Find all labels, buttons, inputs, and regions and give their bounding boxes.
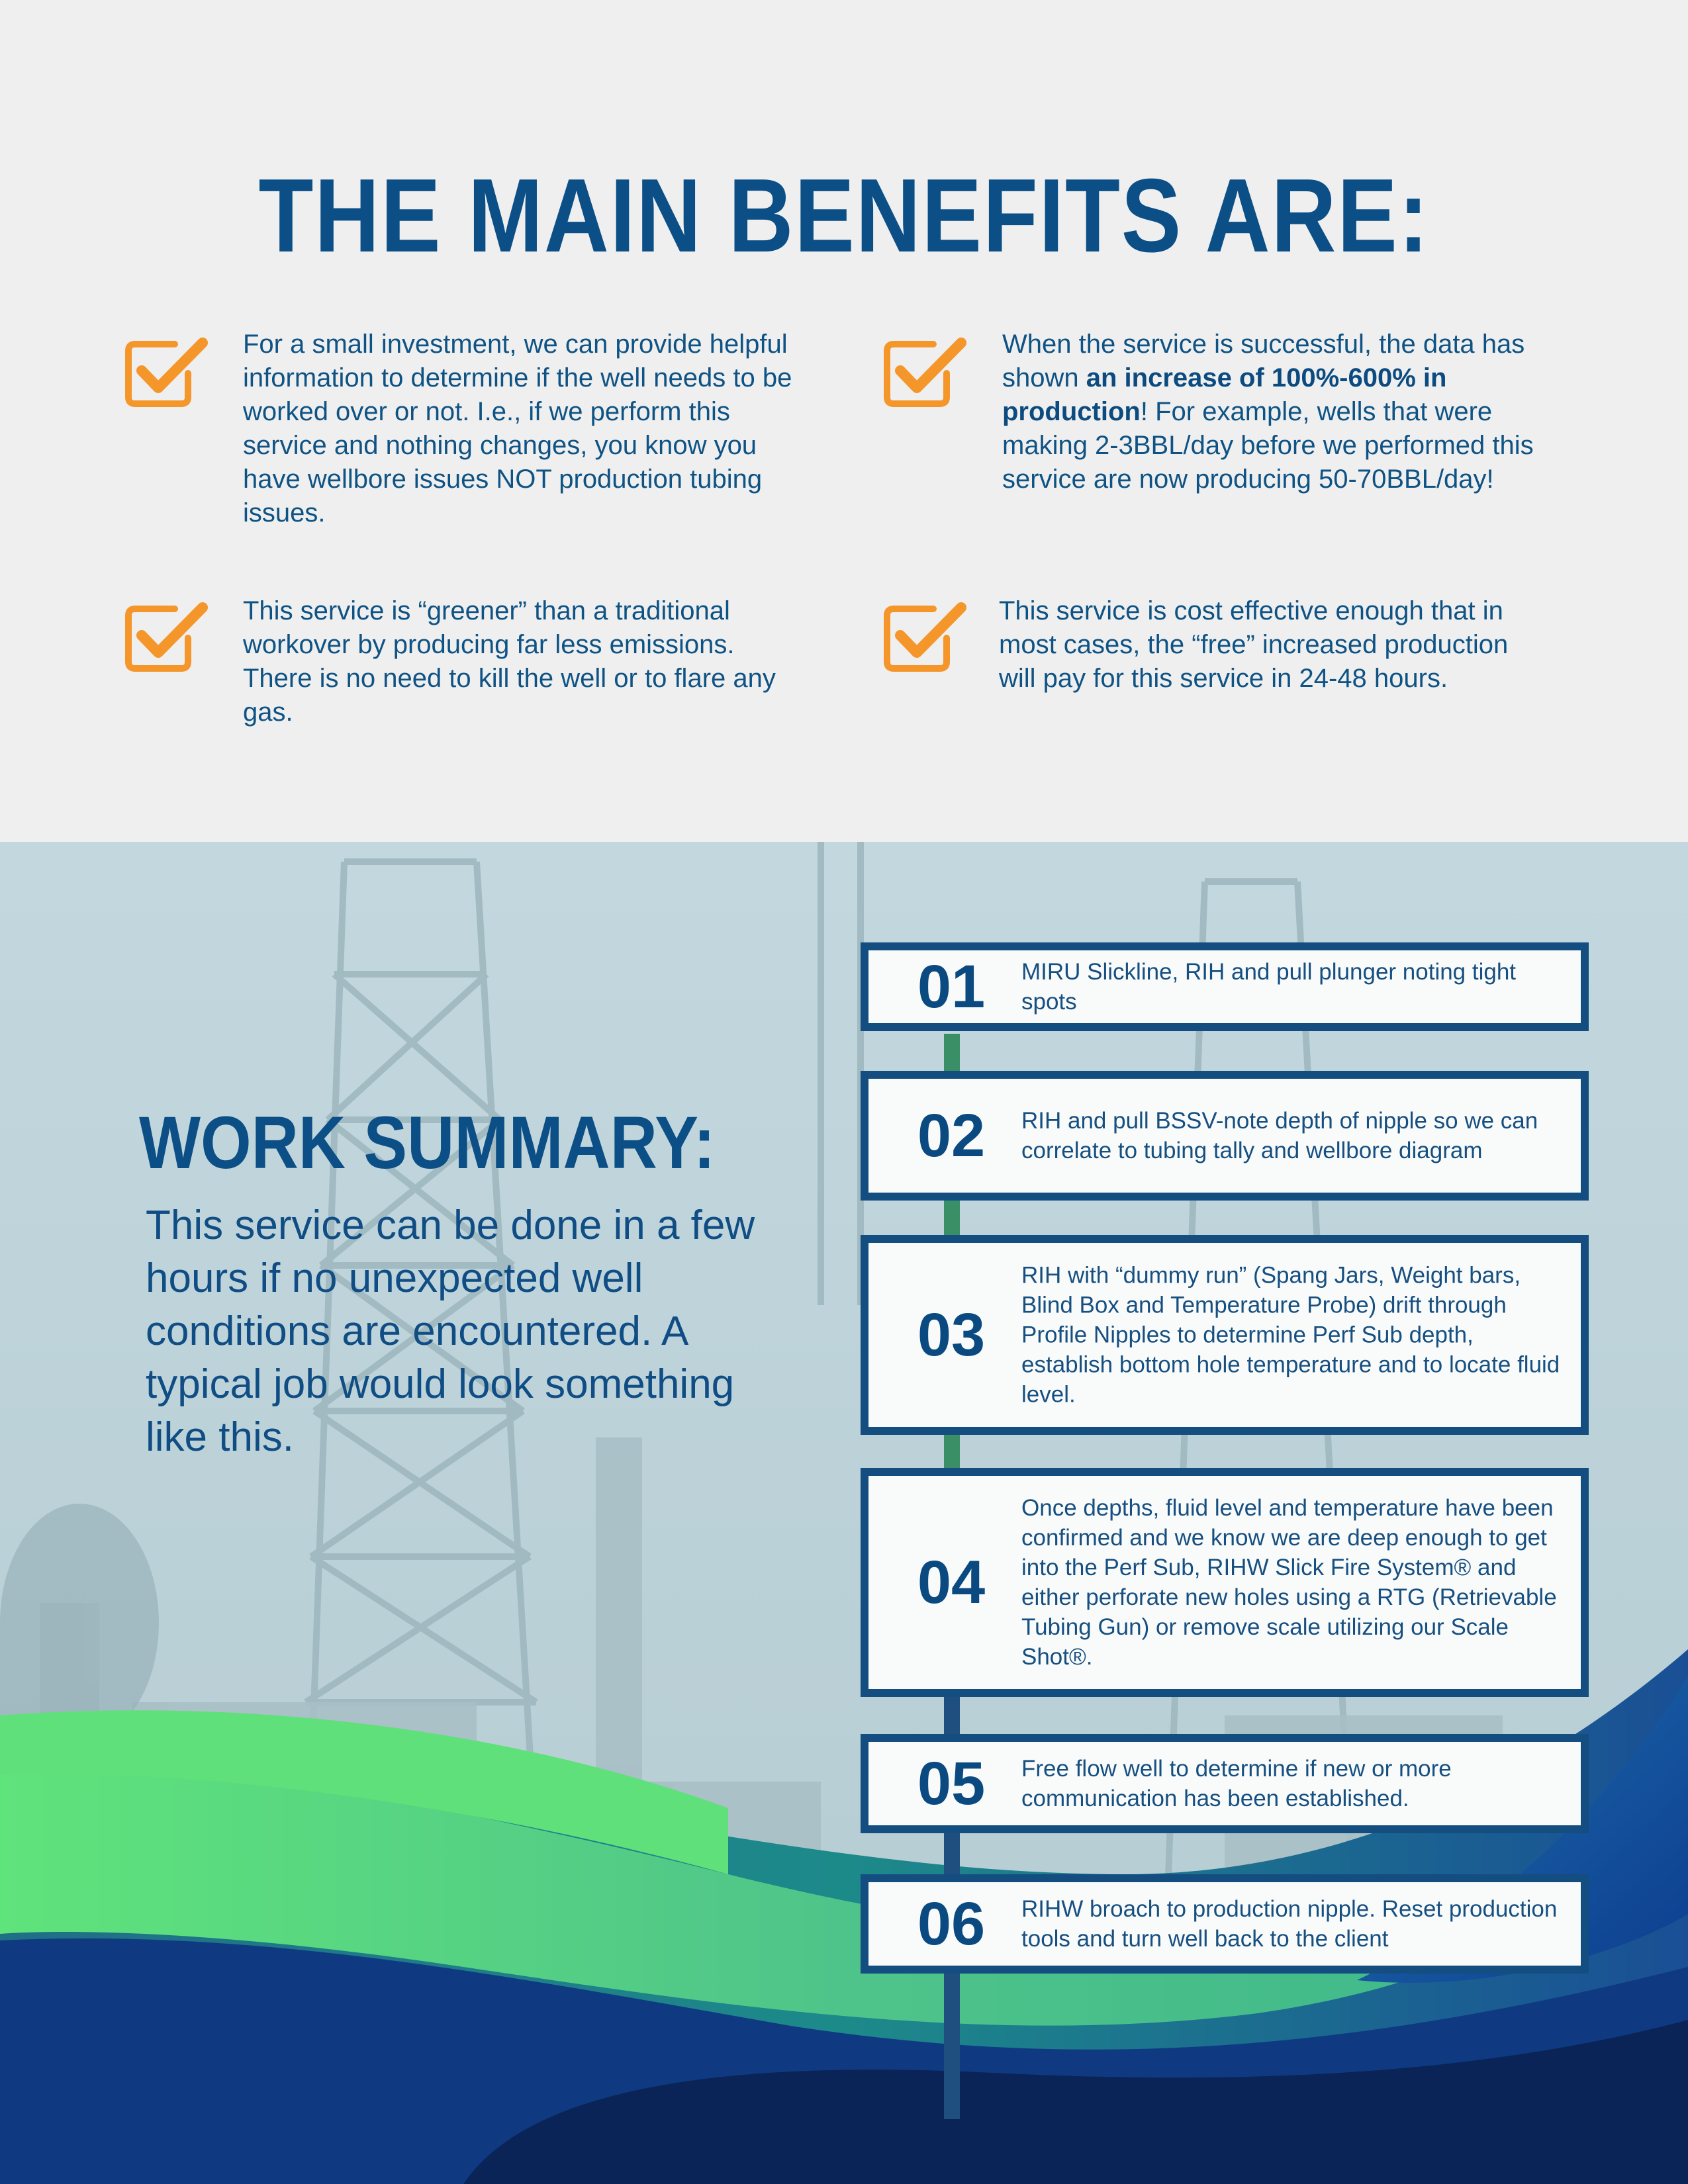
benefit-text-1: For a small investment, we can provide helpful information to determine if the well needs to be worked over or not. I.e., if we perform this service and nothing changes, you know you have wellbore issues NOT production tubing issues.: [243, 330, 792, 527]
benefit-text-4: This service is cost effective enough that in most cases, the “free” increased production will pay for this service in 24-48 hours.: [999, 596, 1509, 693]
step-text: Free flow well to determine if new or more communication has been established.: [1021, 1756, 1452, 1811]
checkbox-checked-icon: [122, 332, 208, 412]
step-number: 06: [917, 1890, 986, 1958]
step-text: RIH and pull BSSV-note depth of nipple so we can correlate to tubing tally and wellbore diagram: [1021, 1108, 1538, 1163]
step-card-05: [861, 1734, 1589, 1833]
step-number: 04: [917, 1549, 986, 1616]
step-number: 01: [917, 953, 986, 1021]
step-text: Once depths, fluid level and temperature have been confirmed and we know we are deep enough to get into the Perf Sub, RIHW Slick Fire System® and either perforate new holes using a RTG (Retrievable Tubing Gun) or remove scale utilizing our Scale Shot®.: [1021, 1495, 1557, 1670]
benefit-text-2-highlight: an increase of 100%-600% in production: [1002, 363, 1447, 426]
benefit-text-2-end: ! For example, wells that were making 2-3BBL/day before we performed this service are now producing 50-70BBL/day!: [1002, 397, 1534, 494]
benefit-text-2-start: When the service is successful, the data has shown: [1002, 330, 1525, 392]
step-number: 02: [917, 1102, 986, 1169]
step-card-06: [861, 1874, 1589, 1974]
benefit-text-2: [1002, 328, 1578, 496]
step-card-03: [861, 1235, 1589, 1435]
checkbox-checked-icon: [880, 332, 966, 412]
step-text: RIHW broach to production nipple. Reset production tools and turn well back to the client: [1021, 1896, 1558, 1952]
benefits-section: [0, 0, 1688, 842]
step-card-02: [861, 1071, 1589, 1201]
work-summary-description: This service can be done in a few hours if no unexpected well conditions are encountered. A typical job would look something like this.: [146, 1203, 755, 1460]
work-summary-title: WORK SUMMARY:: [139, 1101, 716, 1184]
work-summary-section: [0, 842, 1688, 2184]
checkbox-checked-icon: [880, 597, 966, 676]
step-number: 03: [917, 1301, 986, 1369]
step-text: MIRU Slickline, RIH and pull plunger noting tight spots: [1021, 959, 1517, 1015]
step-number: 05: [917, 1750, 986, 1817]
checkbox-checked-icon: [122, 597, 208, 676]
step-text: RIH with “dummy run” (Spang Jars, Weight bars, Blind Box and Temperature Probe) drift through Profile Nipples to determine Perf Sub depth, establish bottom hole temperature and to locate fluid level.: [1021, 1262, 1560, 1408]
step-card-01: [861, 942, 1589, 1031]
benefit-text-3: This service is “greener” than a traditional workover by producing far less emissions. There is no need to kill the well or to flare any gas.: [243, 596, 776, 727]
step-card-04: [861, 1468, 1589, 1697]
page-title: THE MAIN BENEFITS ARE:: [258, 158, 1430, 274]
